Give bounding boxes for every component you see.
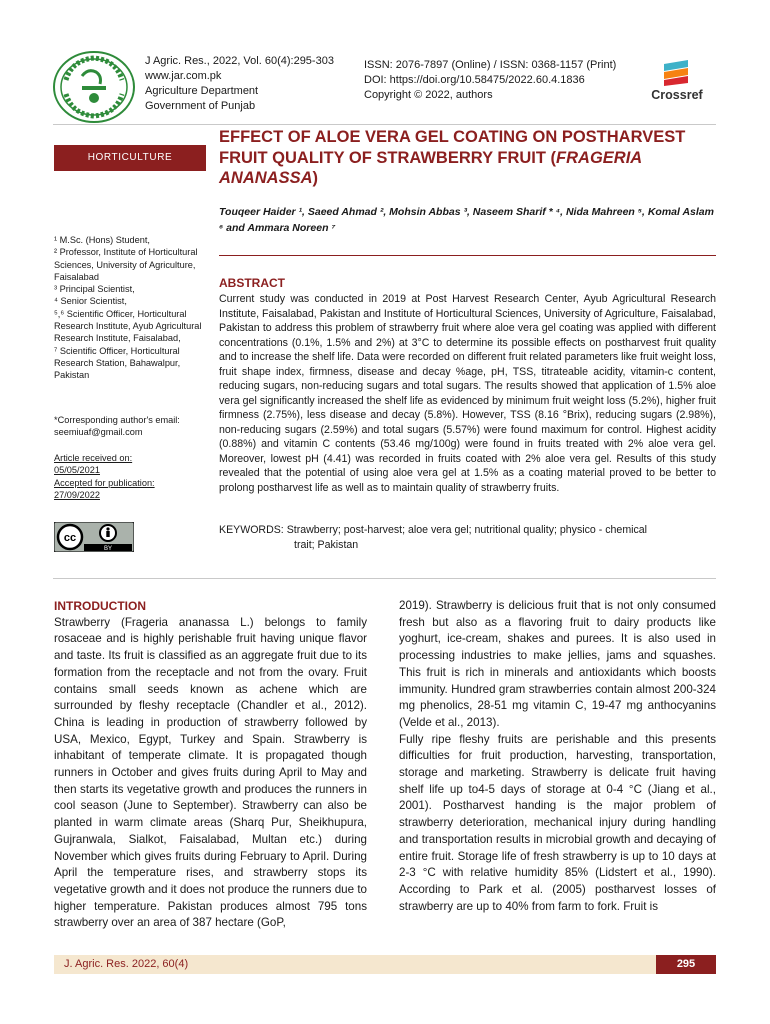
page-number: 295 (656, 955, 716, 974)
intro-paragraph: Fully ripe fleshy fruits are perishable and this presents difficulties for fruit production, harvesting, transportation, storage and marketing. Strawberry is delicate fruit having shelf life up to4-5 days of storage at 0-4 °C (Jiang et al., 2001). Postharvest handing is the major problem of strawberry deterioration, mechanical injury during handling and transportation results in microbial growth and decaying of entire fruit. Storage life of fresh strawberry is up to 10 days at 2-3 °C with relative humidity 85% (Lidstert et al., 1990). According to Park et al. (2005) postharvest losses of strawberry are up to 40% from farm to fork. Fruit is (399, 732, 716, 913)
received-date: 05/05/2021 (54, 465, 100, 476)
article-dates (54, 452, 208, 501)
issn-line: ISSN: 2076-7897 (Online) / ISSN: 0368-1157 (Print) (364, 59, 617, 71)
affiliation-item: ³ Principal Scientist, (54, 284, 135, 295)
corresponding-email[interactable]: seemiuaf@gmail.com (54, 427, 143, 438)
abstract-heading: ABSTRACT (219, 276, 285, 290)
cc-by-label: BY (103, 546, 113, 552)
accepted-label: Accepted for publication: (54, 477, 155, 488)
crossref-badge[interactable] (646, 60, 708, 102)
journal-citation: J Agric. Res., 2022, Vol. 60(4):295-303 (145, 55, 334, 67)
keywords (219, 523, 716, 552)
affiliation-item: ⁵,⁶ Scientific Officer, Horticultural Research Institute, Ayub Agricultural Research Institute, Faisalabad, (54, 308, 202, 344)
punjab-agriculture-logo (52, 50, 136, 124)
intro-paragraph: Strawberry (Frageria ananassa L.) belongs to family rosaceae and is highly perishable fruit having unique flavor and taste. Its fruit is classified as an aggregate fruit due to its formation from the receptacle and not from the ovary. Fruit contains small seeds known as achene which are surrounded by fleshy receptacle (Chandler et al., 2012). China is leading in production of strawberry followed by USA, Mexico, Egypt, Turkey and Spain. Strawberry is inhabitant of temperate climate. It is propagated though runners in October and gives fruits during April to May and then starts its vegetative growth and produces the runners in cool season (June to September). Strawberry can also be planted in warm climate areas (Sharq Pur, Sheikhupura, Gujranwala, Sialkot, Faisalabad, Multan etc.) during November which gives fruits during February to April. During April the temperature rises, and strawberry stops its vegetative growth and it does not produce the runners due to higher temperature. Pakistan produces almost 795 tons strawberry over an area of 387 hectare (GoP, (54, 615, 367, 930)
affiliations (54, 234, 208, 382)
corresponding-label: *Corresponding author's email: (54, 415, 180, 425)
abstract-body: Current study was conducted in 2019 at Post Harvest Research Center, Ayub Agricultural Research Institute, Faisalabad, Pakistan and Institute of Horticultural Sciences, University of Agriculture, Faisalabad, Pakistan to address this problem of strawberry fruit where aloe vera gel coating was applied with different concentrations (0.1%, 1.5% and 2%) at 3°C to determine its possible effects on postharvest fruit quality and to increase the shelf life. Data were recorded on different fruit related parameters like fruit weight loss, fruit shape index, firmness, disease and decay %age, pH, TSS, titrateable acidity, vitamin-c content, reducing sugars, non-reducing sugars and total sugars. The results showed that application of 1.5% aloe vera gel significantly increased the shelf life as evidenced by minimum fruit weight loss (5.2%), higher fruit firmness (2.75%), less disease and decay (5.8%). However, TSS (8.16 °Brix), reducing sugars (2.98%), non-reducing sugars (2.59%) and total sugars (5.57%) were found maximum for control. Highest acidity (0.88%) and vitamin C contents (53.46 mg/100g) were found in fruits treated with 2% aloe vera gel. Moreover, lowest pH (4.41) was recorded in fruits coated with 2% aloe vera gel. Results of this study revealed that the potential of using aloe vera gel at 1.5% as a coating material proved to be better to prolong postharvest life as well as to maintain quality of strawberry fruits. (219, 293, 716, 494)
cc-by-license-icon[interactable] (54, 522, 134, 552)
footer-journal: J. Agric. Res. 2022, 60(4) (64, 958, 189, 970)
body-column-left (54, 598, 367, 932)
section-tag: HORTICULTURE (54, 145, 206, 171)
author-divider (219, 255, 716, 256)
publication-info (364, 58, 616, 103)
svg-text:cc: cc (63, 532, 77, 544)
abstract-divider (53, 578, 716, 579)
affiliation-item: ⁴ Senior Scientist, (54, 296, 127, 307)
affiliation-item: ¹ M.Sc. (Hons) Student, (54, 235, 150, 245)
corresponding-author (54, 414, 208, 439)
intro-paragraph: 2019). Strawberry is delicious fruit that is not only consumed fresh but also as a flavoring fruit to dairy products like yoghurt, ice-cream, shakes and purees. It is also used in processing industries to make jellies, jams and squashes. This fruit is rich in minerals and antioxidants which boosts immunity. Hundred gram strawberries contain almost 200-324 mg phenolics, 28-51 mg vitamin C, 19-47 mg anthocyanins (Velde et al., 2013). (399, 599, 716, 729)
introduction-heading: INTRODUCTION (54, 599, 146, 613)
department-name: Agriculture Department (145, 85, 259, 97)
crossref-label: Crossref (651, 88, 703, 102)
crossref-icon (660, 60, 694, 86)
journal-header-info (145, 54, 334, 114)
title-end: ) (312, 169, 319, 187)
journal-website[interactable]: www.jar.com.pk (145, 70, 222, 82)
body-column-right (399, 598, 716, 915)
affiliation-item: ⁷ Scientific Officer, Horticultural Research Station, Bahawalpur, Pakistan (54, 345, 181, 381)
received-label: Article received on: (54, 453, 133, 463)
title-species: FRAGERIA ANANASSA (219, 148, 642, 187)
affiliation-item: ² Professor, Institute of Horticultural Sciences, University of Agriculture, Faisalabad (54, 247, 198, 282)
header-divider (53, 124, 716, 125)
title-main: EFFECT OF ALOE VERA GEL COATING ON POSTHARVEST FRUIT QUALITY OF STRAWBERRY FRUIT ( (219, 128, 686, 167)
accepted-date: 27/09/2022 (54, 489, 100, 500)
keywords-line2: trait; Pakistan (294, 538, 359, 551)
copyright-line: Copyright © 2022, authors (364, 89, 493, 101)
keywords-line1: KEYWORDS: Strawberry; post-harvest; aloe vera gel; nutritional quality; physico - chemical (219, 524, 648, 536)
author-list: Touqeer Haider ¹, Saeed Ahmad ², Mohsin Abbas ³, Naseem Sharif * ⁴, Nida Mahreen ⁵, Komal Aslam ⁶ and Ammara Noreen ⁷ (219, 206, 714, 234)
government-name: Government of Punjab (145, 100, 256, 112)
doi-line[interactable]: DOI: https://doi.org/10.58475/2022.60.4.1836 (364, 74, 585, 86)
article-title (219, 127, 719, 189)
